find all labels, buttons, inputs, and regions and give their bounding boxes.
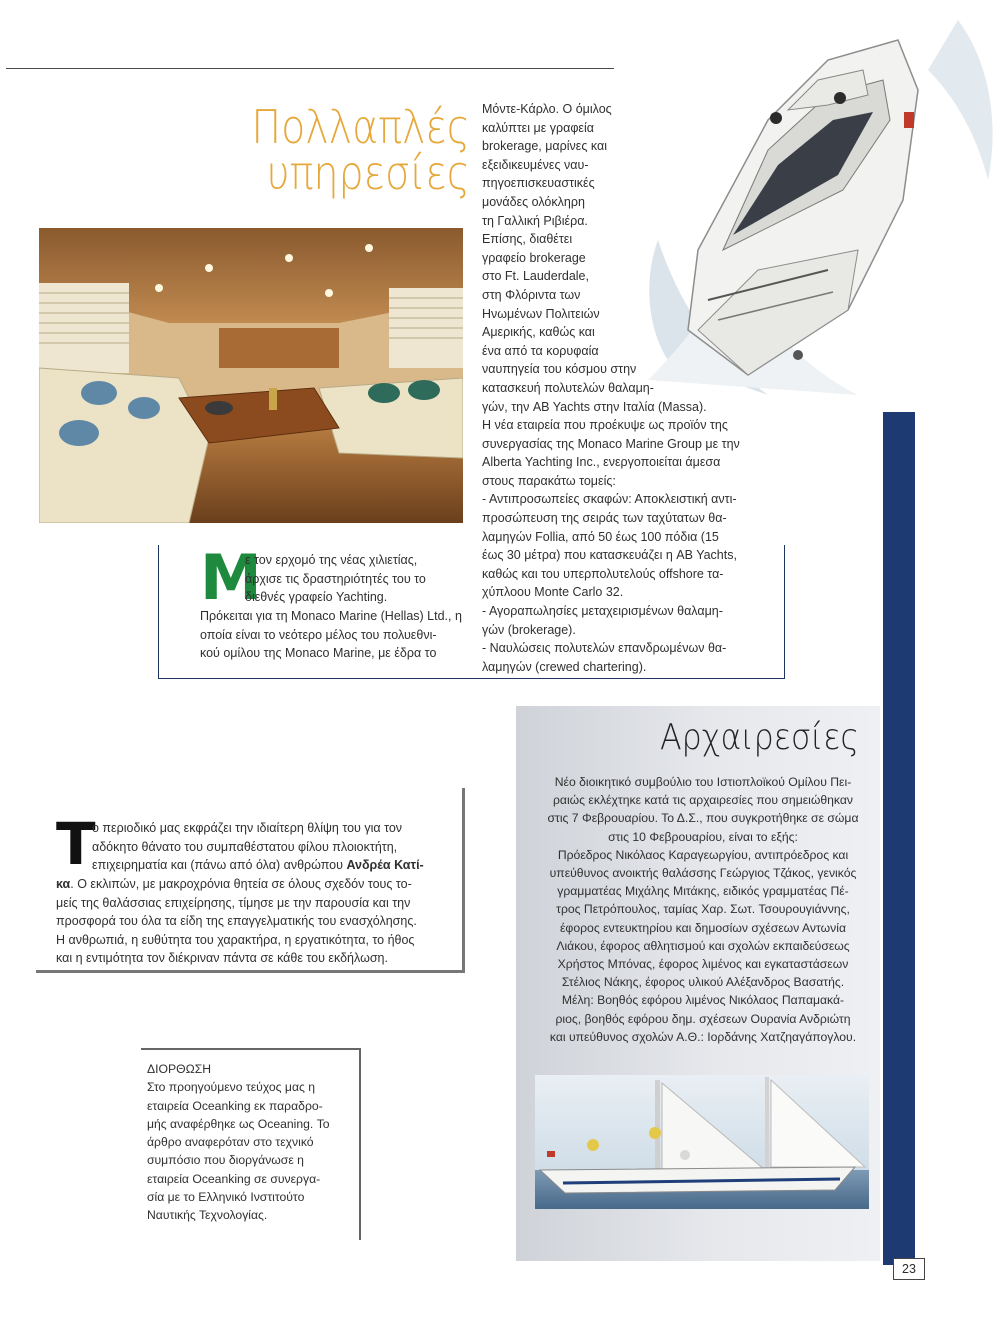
- text-line: κού ομίλου της Monaco Marine, με έδρα το: [200, 646, 437, 661]
- text-line: Νέο διοικητικό συμβούλιο του Ιστιοπλοϊκού Ομίλου Πει-: [554, 775, 852, 789]
- text-line: τρος Πετρόπουλος, ταμίας Χαρ. Σωτ. Τσουρουγιάννης,: [556, 902, 850, 917]
- text-line: μείς της θαλάσσιας επιχείρησης, τίμησε με την παρουσία και την: [56, 895, 411, 910]
- text-line: Πρόεδρος Νικόλαος Καραγεωργίου, αντιπρόεδρος και: [557, 847, 849, 862]
- title-line-2: υπηρεσίες: [266, 146, 470, 200]
- tribute-body: [56, 875, 466, 968]
- text-line: διεθνές γραφείο Yachting.: [245, 590, 388, 605]
- title-line-1: Πολλαπλές: [251, 100, 470, 154]
- text-line: γραμματέας Μιχάλης Μιτάκης, ειδικός γραμματέας Πέ-: [557, 884, 849, 899]
- person-name: Ανδρέα Κατί-: [346, 858, 424, 873]
- text-line: γών, την AB Yachts στην Ιταλία (Massa).: [482, 399, 707, 414]
- text-line: γών (brokerage).: [482, 622, 576, 637]
- text-span: επιχειρηματία και (πάνω από όλα) ανθρώπου: [92, 858, 347, 873]
- text-line: αδόκητο θάνατο του συμπαθέστατου φίλου πλοιοκτήτη,: [92, 839, 398, 854]
- text-line: άρχισε τις δραστηριότητές του το: [245, 571, 426, 586]
- intro-dropcap: Μ: [200, 541, 262, 614]
- text-line: στις 10 Φεβρουαρίου, είναι το εξής:: [608, 829, 798, 844]
- text-line: εταιρεία Oceanking σε συνεργα-: [147, 1171, 321, 1186]
- text-line: λαμηγών (crewed chartering).: [482, 659, 647, 674]
- text-line: προσώπευση της σειράς των ταχύτατων θα-: [482, 511, 727, 526]
- text-line: ριος, βοηθός εφόρου δημ. σχέσεων Ουρανία Ανδριώτη: [555, 1011, 851, 1026]
- text-line: εταιρεία Oceanking εκ παραδρο-: [147, 1098, 323, 1113]
- text-span: . Ο εκλιπών, με μακροχρόνια θητεία σε όλους σχεδόν τους το-: [70, 877, 412, 891]
- elections-title-text: Αρχαιρεσίες: [660, 717, 859, 758]
- text-line: στο Ft. Lauderdale,: [482, 269, 589, 284]
- text-line: Μόντε-Κάρλο. Ο όμιλος: [482, 102, 612, 116]
- text-line: - Αντιπροσωπείες σκαφών: Αποκλειστική αντι-: [482, 492, 737, 507]
- text-line: υπεύθυνος ανοικτής θαλάσσης Γεώργιος Τζάκος, γενικός: [549, 866, 857, 881]
- text-line: καθώς και του υπερπολυτελούς offshore τα-: [482, 566, 724, 581]
- text-line: άρθρο αναφερόταν στο τεχνικό: [147, 1135, 314, 1150]
- side-accent-bar: [883, 412, 915, 1265]
- text-line: μής αναφέρθηκε ως Oceaning. Το: [147, 1116, 330, 1131]
- text-line: Μέλη: Βοηθός εφόρου λιμένος Νικόλαος Παπαμακά-: [561, 993, 845, 1008]
- text-line: ο περιοδικό μας εκφράζει την ιδιαίτερη θλίψη του για τον: [92, 821, 403, 835]
- text-line: στις 7 Φεβρουαρίου. Το Δ.Σ., που συγκροτήθηκε σε σώμα: [547, 811, 859, 826]
- text-line: λαμηγών Follia, από 50 έως 100 πόδια (15: [482, 529, 719, 544]
- page-number: 23: [893, 1258, 925, 1280]
- elections-title: [660, 716, 880, 760]
- text-line: Στο προηγούμενο τεύχος μας η: [147, 1080, 316, 1095]
- text-line: Επίσης, διαθέτει: [482, 232, 573, 247]
- text-line: στη Φλόριντα των: [482, 287, 581, 302]
- text-line: ε τον ερχομό της νέας χιλιετίας,: [245, 553, 418, 567]
- top-rule: [6, 68, 614, 69]
- text-line: brokerage, μαρίνες και: [482, 139, 607, 154]
- text-line: συνεργασίας της Monaco Marine Group με την: [482, 436, 740, 451]
- correction-heading: ΔΙΟΡΘΩΣΗ: [147, 1062, 212, 1076]
- text-line: μονάδες ολόκληρη: [482, 194, 585, 209]
- text-line: πηγοεπισκευαστικές: [482, 176, 595, 191]
- text-line: Ναυτικής Τεχνολογίας.: [147, 1208, 268, 1223]
- text-line: συμπόσιο που διοργάνωσε η: [147, 1153, 304, 1168]
- text-line: καλύπτει με γραφεία: [482, 120, 595, 135]
- text-line: προσφορά του όλα τα είδη της επαγγελματικής του ενασχόλησης.: [56, 914, 417, 929]
- text-line: Λιάκου, έφορος αθλητισμού και σχολών εκπαιδεύσεως: [556, 938, 850, 953]
- text-line: [56, 875, 466, 894]
- text-line: εξειδικευμένες ναυ-: [482, 157, 589, 172]
- text-line: Ηνωμένων Πολιτειών: [482, 306, 600, 321]
- text-line: έφορος εντευκτηρίου και δημοσίων σχέσεων Αντωνία: [560, 920, 846, 935]
- text-line: [92, 856, 462, 875]
- text-line: Στέλιος Νάκης, έφορος υλικού Αλέξανδρος Βασατής.: [561, 975, 845, 990]
- text-line: ναυπηγεία του κόσμου στην: [482, 362, 637, 377]
- text-line: σία με το Ελληνικό Ινστιτούτο: [147, 1190, 305, 1205]
- text-line: και η εντιμότητα τον διέκριναν πάντα σε κάθε του εκδήλωση.: [56, 951, 388, 966]
- text-line: Η ανθρωπιά, η ευθύτητα του χαρακτήρα, η εργατικότητα, το ήθος: [56, 932, 415, 947]
- person-name-end: κα: [56, 877, 71, 891]
- text-line: κατασκευή πολυτελών θαλαμη-: [482, 380, 654, 395]
- text-line: στους παρακάτω τομείς:: [482, 473, 616, 488]
- text-line: ραιώς εκλέχτηκε κατά τις αρχαιρεσίες που σημειώθηκαν: [552, 793, 854, 808]
- sailboat-photo: [535, 1075, 869, 1209]
- text-line: - Αγοραπωλησίες μεταχειρισμένων θαλαμη-: [482, 604, 723, 619]
- text-line: ένα από τα κορυφαία: [482, 343, 599, 358]
- article-title: [205, 100, 470, 200]
- text-line: οποία είναι το νεότερο μέλος του πολυεθνι-: [200, 627, 437, 642]
- text-line: έως 30 μέτρα) που κατασκευάζει η AB Yachts,: [482, 548, 737, 563]
- tribute-dropcap: Τ: [56, 810, 96, 878]
- text-line: γραφείο brokerage: [482, 250, 586, 265]
- elections-body: [533, 773, 873, 1046]
- text-line: χύπλοου Monte Carlo 32.: [482, 585, 624, 600]
- intro-lines: [200, 607, 470, 663]
- text-line: και υπεύθυνος σχολών Α.Θ.: Ιορδάνης Χατζηαγάπογλου.: [549, 1029, 857, 1044]
- text-line: - Ναυλώσεις πολυτελών επανδρωμένων θα-: [482, 641, 727, 656]
- text-line: τη Γαλλική Ριβιέρα.: [482, 213, 588, 228]
- text-line: Η νέα εταιρεία που προέκυψε ως προϊόν της: [482, 418, 728, 433]
- yacht-interior-photo: [39, 228, 463, 523]
- correction-body: [147, 1060, 359, 1225]
- text-line: Πρόκειται για τη Monaco Marine (Hellas) Ltd., η: [200, 609, 462, 623]
- text-line: Αμερικής, καθώς και: [482, 325, 595, 340]
- text-line: Alberta Yachting Inc., ενεργοποιείται άμεσα: [482, 455, 721, 470]
- text-line: Χρήστος Μπόνας, έφορος λιμένος και εγκαταστάσεων: [557, 957, 849, 972]
- tribute-indented-lines: [92, 819, 462, 875]
- intro-lines-indented: [245, 551, 470, 607]
